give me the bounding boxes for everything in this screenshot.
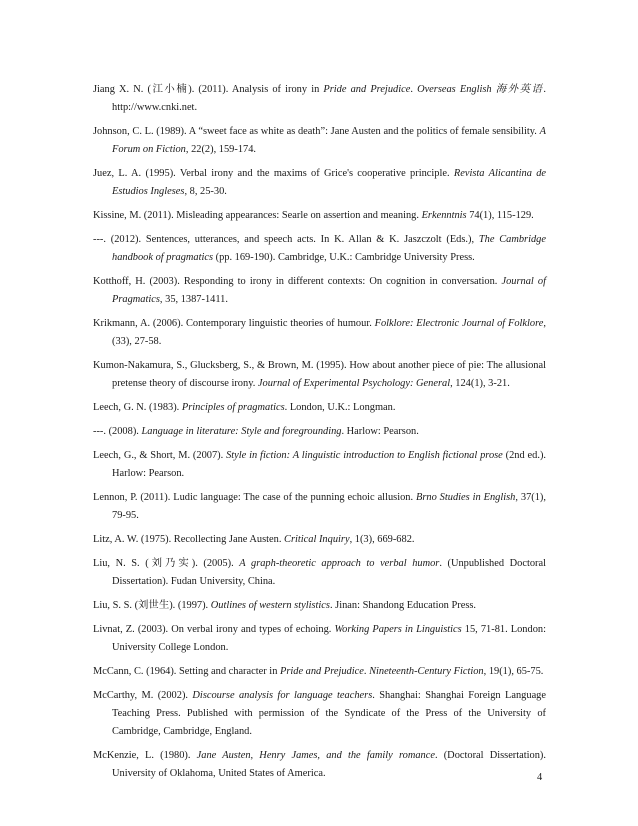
reference-entry	[93, 531, 546, 549]
reference-entry	[93, 315, 546, 351]
reference-entry	[93, 687, 546, 741]
reference-italic-text: A graph-theoretic approach to verbal humor	[239, 558, 440, 569]
reference-entry	[93, 621, 546, 657]
reference-text: , 35, 1387-1411.	[159, 294, 228, 305]
reference-italic-text: Brno Studies in English	[415, 492, 516, 503]
reference-entry	[93, 207, 546, 225]
reference-text: Kotthoff, H. (2003). Responding to irony in different contexts: On cognition in conversation.	[93, 276, 502, 287]
reference-text: McKenzie, L. (1980).	[93, 750, 197, 761]
reference-text: McCann, C. (1964). Setting and character in	[93, 666, 280, 677]
reference-italic-text: Erkenntnis	[421, 210, 467, 221]
reference-italic-text: Overseas English 海外英语	[417, 84, 544, 95]
reference-text: Liu, S. S. (刘世生). (1997).	[93, 600, 211, 611]
reference-italic-text: Pride and Prejudice	[323, 84, 411, 95]
reference-entry	[93, 747, 546, 783]
reference-entry	[93, 273, 546, 309]
reference-text: . Shanghai: Shanghai Foreign Language Teaching Press. Published with permission of the Syndicate of the Press of the University of Cambridge, Cambridge, England.	[112, 690, 546, 737]
page-number: 4	[537, 772, 543, 783]
reference-italic-text: A Forum on Fiction	[112, 126, 546, 155]
reference-text: 15, 71-81. London: University College London.	[112, 624, 546, 653]
reference-text: Jiang X. N. (江小楠). (2011). Analysis of irony in	[93, 84, 324, 95]
reference-entry	[93, 663, 546, 681]
reference-text: Leech, G. N. (1983).	[93, 402, 182, 413]
reference-text: 74(1), 115-129.	[466, 210, 534, 221]
reference-italic-text: The Cambridge handbook of pragmatics	[112, 234, 546, 263]
reference-text: Livnat, Z. (2003). On verbal irony and types of echoing.	[93, 624, 335, 635]
reference-text: ---. (2008).	[93, 426, 142, 437]
reference-italic-text: Language in literature: Style and foregrounding	[141, 426, 342, 437]
reference-entry	[93, 597, 546, 615]
reference-text: , 8, 25-30.	[184, 186, 227, 197]
reference-italic-text: Discourse analysis for language teachers	[192, 690, 373, 701]
reference-text: Litz, A. W. (1975). Recollecting Jane Austen.	[93, 534, 285, 545]
reference-text: .	[410, 84, 418, 95]
reference-text: Liu, N. S. (刘乃实). (2005).	[93, 558, 240, 569]
reference-text: Kumon-Nakamura, S., Glucksberg, S., & Brown, M. (1995). How about another piece of pie: The allusional pretense theory of discourse irony.	[93, 360, 546, 389]
reference-entry	[93, 399, 546, 417]
reference-italic-text: Style in fiction: A linguistic introduction to English fictional prose	[226, 450, 503, 461]
reference-italic-text: Folklore: Electronic Journal of Folklore	[374, 318, 544, 329]
reference-text: , 22(2), 159-174.	[185, 144, 257, 155]
reference-text: Lennon, P. (2011). Ludic language: The case of the punning echoic allusion.	[93, 492, 416, 503]
reference-text: Krikmann, A. (2006). Contemporary linguistic theories of humour.	[93, 318, 375, 329]
reference-italic-text: Outlines of western stylistics	[210, 600, 330, 611]
reference-text: , (33), 27-58.	[112, 318, 546, 347]
reference-italic-text: Revista Alicantina de Estudios Ingleses	[112, 168, 547, 197]
reference-entry	[93, 423, 546, 441]
reference-italic-text: Pride and Prejudice	[279, 666, 364, 677]
reference-text: Leech, G., & Short, M. (2007).	[93, 450, 227, 461]
reference-entry	[93, 231, 546, 267]
reference-text: . (Doctoral Dissertation). University of Oklahoma, United States of America.	[112, 750, 546, 779]
reference-text: ---. (2012). Sentences, utterances, and speech acts. In K. Allan & K. Jaszczolt (Eds.),	[93, 234, 479, 245]
reference-italic-text: Jane Austen, Henry James, and the family romance	[196, 750, 435, 761]
reference-text: .	[363, 666, 370, 677]
reference-italic-text: Working Papers in Linguistics	[334, 624, 462, 635]
reference-text: (2nd ed.). Harlow: Pearson.	[112, 450, 546, 479]
reference-text: , 19(1), 65-75.	[483, 666, 544, 677]
reference-italic-text: Critical Inquiry	[284, 534, 350, 545]
reference-text: , 124(1), 3-21.	[450, 378, 510, 389]
reference-entry	[93, 357, 546, 393]
reference-text: . (Unpublished Doctoral Dissertation). Fudan University, China.	[112, 558, 546, 587]
reference-text: Juez, L. A. (1995). Verbal irony and the maxims of Grice's cooperative principle.	[93, 168, 454, 179]
reference-text: . Jinan: Shandong Education Press.	[329, 600, 477, 611]
reference-entry	[93, 165, 546, 201]
reference-italic-text: Principles of pragmatics	[181, 402, 285, 413]
reference-entry	[93, 81, 546, 117]
reference-text: Kissine, M. (2011). Misleading appearances: Searle on assertion and meaning.	[93, 210, 422, 221]
reference-text: McCarthy, M. (2002).	[93, 690, 193, 701]
reference-italic-text: Journal of Pragmatics	[112, 276, 546, 305]
reference-entry	[93, 123, 546, 159]
reference-entry	[93, 555, 546, 591]
reference-italic-text: Journal of Experimental Psychology: General	[257, 378, 451, 389]
reference-list	[93, 81, 546, 789]
reference-text: (pp. 169-190). Cambridge, U.K.: Cambridge University Press.	[213, 252, 475, 263]
reference-italic-text: Nineteenth-Century Fiction	[369, 666, 484, 677]
reference-text: . http://www.cnki.net.	[112, 84, 546, 113]
reference-text: , 1(3), 669-682.	[349, 534, 415, 545]
reference-entry	[93, 489, 546, 525]
reference-text: . London, U.K.: Longman.	[284, 402, 396, 413]
reference-entry	[93, 447, 546, 483]
reference-text: . Harlow: Pearson.	[341, 426, 419, 437]
reference-text: , 37(1), 79-95.	[112, 492, 546, 521]
reference-text: Johnson, C. L. (1989). A “sweet face as white as death”: Jane Austen and the politics of female sensibility.	[93, 126, 540, 137]
